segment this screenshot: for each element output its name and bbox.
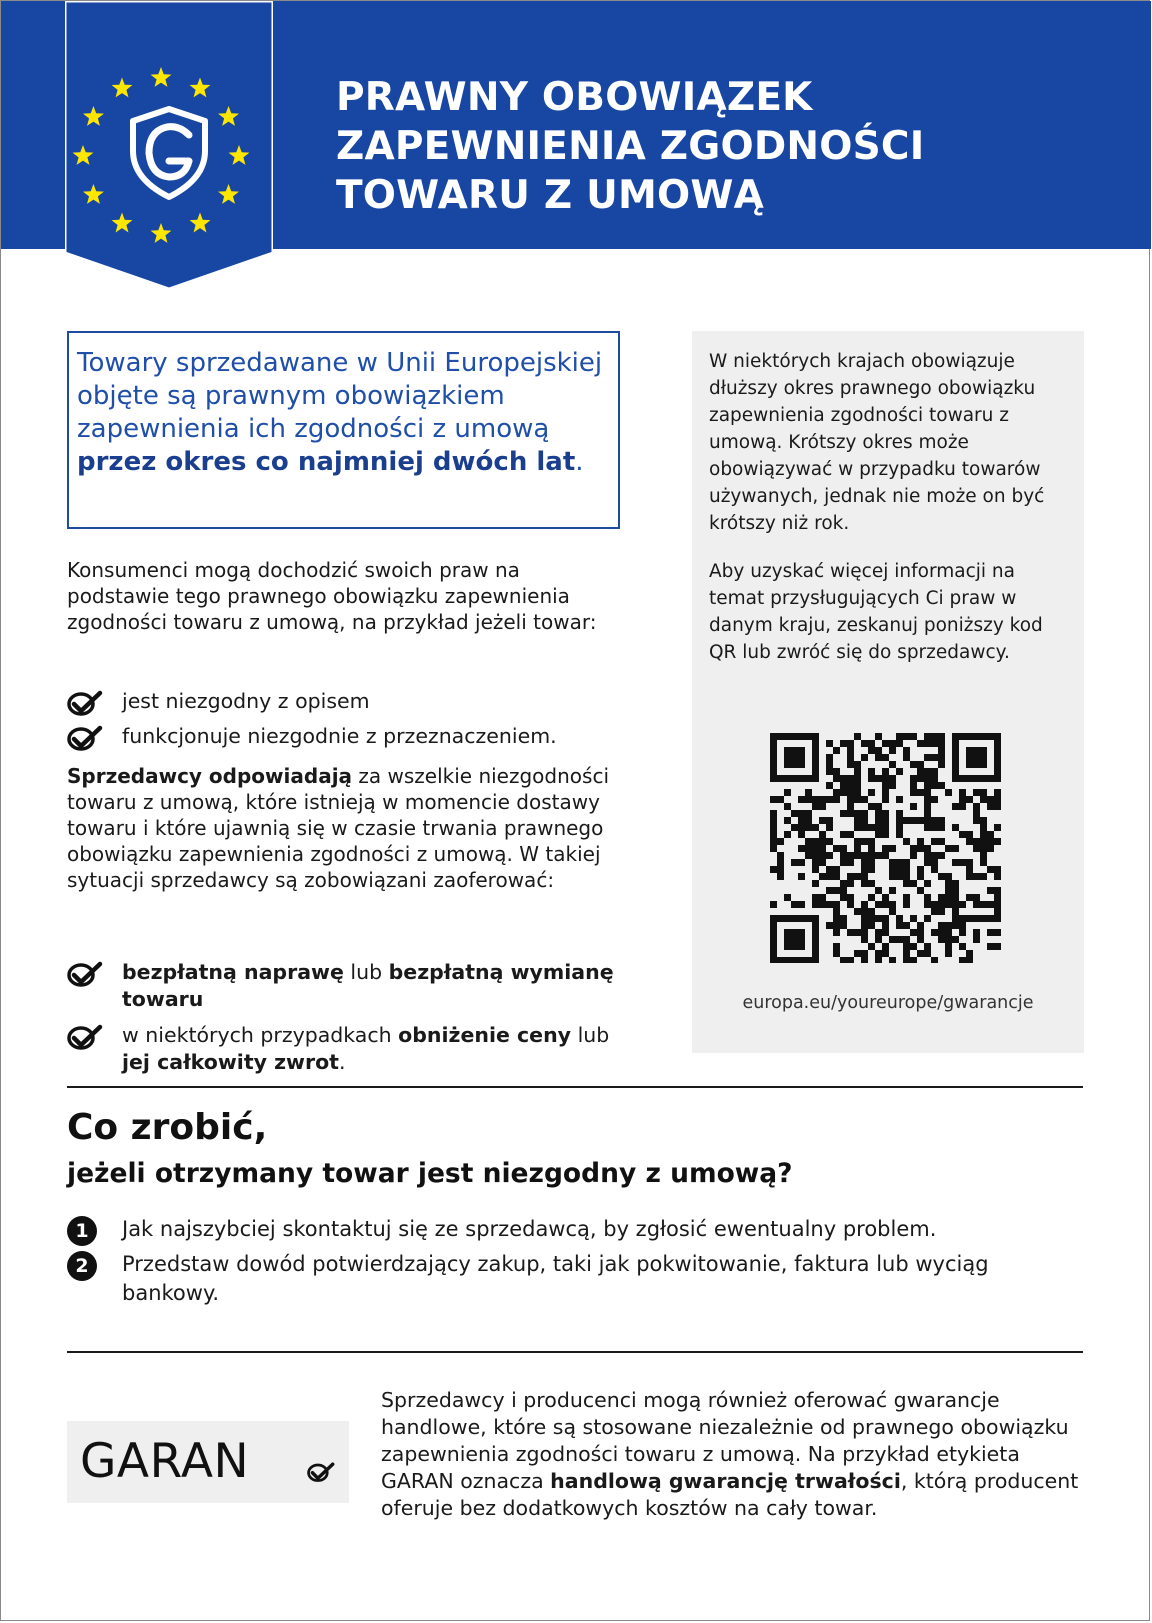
garan-label: GARAN bbox=[80, 1434, 250, 1489]
step-number-badge: 1 bbox=[67, 1216, 97, 1246]
list-item bbox=[67, 688, 557, 715]
commercial-end: , którą producent oferuje bez dodatkowych kosztów na cały towar. bbox=[381, 1469, 1079, 1520]
section-title: Co zrobić, bbox=[67, 1107, 268, 1148]
divider bbox=[67, 1351, 1083, 1353]
commercial-text: Sprzedawcy i producenci mogą również oferować gwarancje handlowe, które są stosowane niezależnie od prawnego obowiązku zapewnienia zgodności towaru z umową. Na przykład etykieta GARAN oznacza bbox=[381, 1388, 1069, 1493]
check-icon bbox=[67, 1024, 103, 1050]
list-item bbox=[67, 723, 557, 750]
remedy-text: . bbox=[338, 1050, 346, 1074]
check-icon bbox=[67, 690, 103, 716]
remedy-text: lub bbox=[571, 1023, 610, 1047]
step-text: Jak najszybciej skontaktuj się ze sprzedawcą, by zgłosić ewentualny problem. bbox=[122, 1217, 937, 1241]
intro-text: Towary sprzedawane w Unii Europejskiej objęte są prawnym obowiązkiem zapewnienia ich zgodności z umową bbox=[77, 348, 603, 444]
divider bbox=[67, 1086, 1083, 1088]
steps-list bbox=[67, 1215, 1077, 1314]
side-panel-paragraph: W niektórych krajach obowiązuje dłuższy okres prawnego obowiązku zapewnienia zgodności towaru z umową. Krótszy okres może obowiązywać w przypadku towarów używanych, jednak nie może on być krótszy niż rok. bbox=[709, 351, 1045, 534]
qr-code-icon[interactable] bbox=[770, 733, 1004, 963]
sellers-text: za wszelkie niezgodności towaru z umową, które istnieją w momencie dostawy towaru i które ujawnią się w czasie trwania prawnego obowiązku zapewnienia zgodności z umową. W takiej sytuacji sprzedawcy są zobowiązani zaoferować: bbox=[67, 764, 609, 892]
remedy-bold: bezpłatną wymianę towaru bbox=[122, 960, 614, 1011]
consumers-paragraph: Konsumenci mogą dochodzić swoich praw na podstawie tego prawnego obowiązku zapewnienia zgodności towaru z umową, na przykład jeżeli towar: bbox=[67, 558, 597, 634]
remedies-list bbox=[67, 959, 627, 1085]
sellers-paragraph bbox=[67, 763, 667, 893]
check-icon bbox=[67, 725, 103, 751]
step-item bbox=[67, 1215, 1077, 1244]
section-subtitle: jeżeli otrzymany towar jest niezgodny z umową? bbox=[67, 1158, 793, 1189]
check-icon bbox=[67, 961, 103, 987]
remedy-bold: bezpłatną naprawę bbox=[122, 960, 344, 984]
commercial-guarantee-paragraph bbox=[381, 1387, 1081, 1522]
step-number-badge: 2 bbox=[67, 1251, 97, 1281]
list-item bbox=[67, 1022, 627, 1076]
list-item-text: funkcjonuje niezgodnie z przeznaczeniem. bbox=[122, 724, 557, 748]
title-line: ZAPEWNIENIA ZGODNOŚCI bbox=[336, 124, 925, 169]
remedy-text: lub bbox=[343, 960, 389, 984]
qr-url-link[interactable]: europa.eu/youreurope/gwarancje bbox=[742, 993, 1034, 1013]
check-icon bbox=[307, 1461, 335, 1483]
list-item bbox=[67, 959, 627, 1013]
side-panel-paragraph: Aby uzyskać więcej informacji na temat przysługujących Ci praw w danym kraju, zeskanuj poniższy kod QR lub zwróć się do sprzedawcy. bbox=[709, 561, 1043, 663]
step-item bbox=[67, 1250, 1077, 1308]
intro-bold: przez okres co najmniej dwóch lat bbox=[77, 447, 576, 477]
title-line: TOWARU Z UMOWĄ bbox=[336, 173, 764, 218]
page-title bbox=[336, 73, 924, 220]
sellers-bold: Sprzedawcy odpowiadają bbox=[67, 764, 353, 788]
step-text: Przedstaw dowód potwierdzający zakup, taki jak pokwitowanie, faktura lub wyciąg bankowy. bbox=[122, 1252, 989, 1305]
nonconformity-list bbox=[67, 688, 557, 758]
commercial-bold: handlową gwarancję trwałości bbox=[550, 1469, 901, 1493]
header-banner bbox=[1, 1, 1151, 249]
remedy-bold: jej całkowity zwrot bbox=[122, 1050, 339, 1074]
garan-label-box bbox=[67, 1421, 349, 1503]
remedy-text: w niektórych przypadkach bbox=[122, 1023, 399, 1047]
eu-guarantee-shield-icon bbox=[65, 1, 273, 289]
list-item-text: jest niezgodny z opisem bbox=[122, 689, 370, 713]
info-side-panel bbox=[692, 331, 1084, 1053]
remedy-bold: obniżenie ceny bbox=[398, 1023, 572, 1047]
title-line: PRAWNY OBOWIĄZEK bbox=[336, 75, 813, 120]
intro-end: . bbox=[575, 447, 584, 477]
intro-box bbox=[67, 331, 620, 529]
